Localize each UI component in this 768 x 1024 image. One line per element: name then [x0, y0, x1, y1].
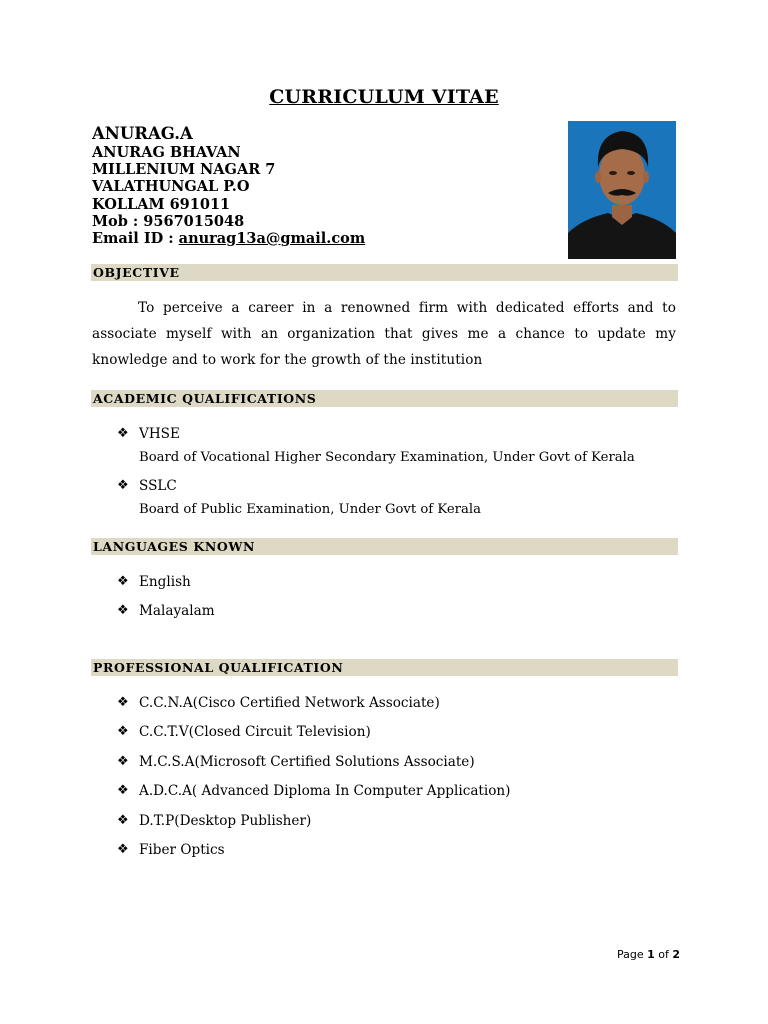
diamond-bullet-icon: ❖ — [117, 426, 129, 441]
list-item — [117, 573, 191, 591]
list-item — [117, 694, 440, 712]
academic-item-detail: Board of Vocational Higher Secondary Examination, Under Govt of Kerala — [139, 450, 635, 465]
current-page: 1 — [647, 948, 655, 961]
email-line — [92, 230, 365, 247]
diamond-bullet-icon: ❖ — [117, 574, 129, 589]
academic-heading: ACADEMIC QUALIFICATIONS — [93, 391, 317, 406]
qualification-item: C.C.N.A(Cisco Certified Network Associate) — [139, 695, 440, 711]
of-word: of — [658, 948, 669, 961]
qualification-item: M.C.S.A(Microsoft Certified Solutions Associate) — [139, 754, 475, 770]
profile-photo-graphic — [568, 121, 676, 259]
diamond-bullet-icon: ❖ — [117, 754, 129, 769]
diamond-bullet-icon: ❖ — [117, 783, 129, 798]
qualification-item: Fiber Optics — [139, 842, 225, 858]
qualification-item: C.C.T.V(Closed Circuit Television) — [139, 724, 371, 740]
address-line-1: ANURAG BHAVAN — [92, 144, 241, 161]
diamond-bullet-icon: ❖ — [117, 813, 129, 828]
page-number — [617, 948, 680, 962]
diamond-bullet-icon: ❖ — [117, 603, 129, 618]
email-label: Email ID : — [92, 230, 179, 248]
academic-section-header — [91, 390, 678, 407]
diamond-bullet-icon: ❖ — [117, 695, 129, 710]
email-link[interactable]: anurag13a@gmail.com — [178, 230, 366, 248]
language-item: English — [139, 574, 191, 590]
diamond-bullet-icon: ❖ — [117, 724, 129, 739]
list-item — [117, 841, 225, 859]
professional-section-header — [91, 659, 678, 676]
diamond-bullet-icon: ❖ — [117, 478, 129, 493]
applicant-name: ANURAG.A — [92, 124, 193, 143]
address-line-4: KOLLAM 691011 — [92, 195, 231, 213]
diamond-bullet-icon: ❖ — [117, 842, 129, 857]
list-item — [117, 753, 475, 771]
languages-section-header — [91, 538, 678, 555]
academic-item-title: VHSE — [139, 426, 180, 442]
address-line-2: MILLENIUM NAGAR 7 — [92, 161, 276, 179]
page-title: CURRICULUM VITAE — [269, 86, 499, 108]
address-line-3: VALATHUNGAL P.O — [92, 178, 250, 196]
language-item: Malayalam — [139, 603, 215, 619]
contact-block — [92, 124, 365, 247]
languages-heading: LANGUAGES KNOWN — [93, 539, 256, 554]
academic-item-title: SSLC — [139, 478, 177, 494]
objective-section-header — [91, 264, 678, 281]
total-pages: 2 — [672, 948, 681, 961]
qualification-item: D.T.P(Desktop Publisher) — [139, 813, 312, 829]
list-item — [117, 812, 311, 830]
list-item — [117, 477, 177, 495]
profile-photo — [568, 121, 676, 259]
mobile-number: Mob : 9567015048 — [92, 212, 245, 230]
objective-text: To perceive a career in a renowned firm with dedicated efforts and to associate myself with an organization that gives me a chance to update my knowledge and to work for the growth of the institution — [92, 300, 676, 368]
qualification-item: A.D.C.A( Advanced Diploma In Computer Application) — [139, 783, 511, 799]
list-item — [117, 602, 215, 620]
professional-heading: PROFESSIONAL QUALIFICATION — [93, 660, 344, 675]
academic-item-detail: Board of Public Examination, Under Govt of Kerala — [139, 502, 481, 517]
list-item — [117, 723, 371, 741]
page-word: Page — [617, 948, 644, 961]
list-item — [117, 425, 180, 443]
list-item — [117, 782, 510, 800]
objective-heading: OBJECTIVE — [93, 265, 180, 280]
